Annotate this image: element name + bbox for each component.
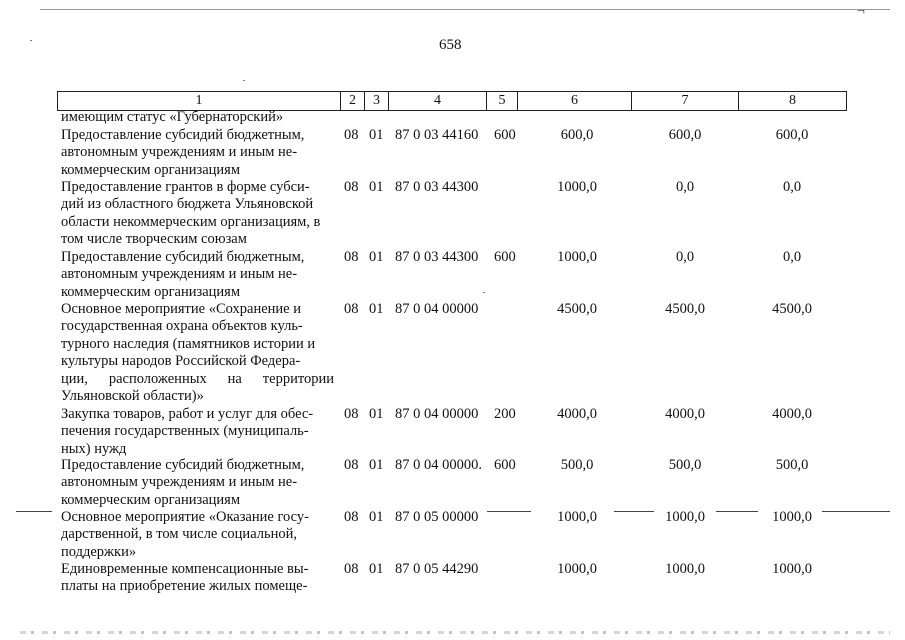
cell-rz: 08 (344, 249, 359, 265)
cell-csr: 87 0 04 00000. (395, 457, 482, 473)
cell-pr: 01 (369, 509, 384, 525)
cell-value-8: 4500,0 (772, 301, 812, 317)
table-header (57, 91, 847, 111)
cell-csr: 87 0 04 00000 (395, 301, 479, 317)
cell-csr: 87 0 04 00000 (395, 406, 479, 422)
cell-value-7: 0,0 (675, 249, 695, 265)
header-col-3: 3 (364, 92, 388, 110)
cell-csr: 87 0 03 44160 (395, 127, 479, 143)
scan-top-line (40, 9, 890, 10)
cell-value-7: 600,0 (668, 127, 702, 143)
page-number: 658 (439, 37, 462, 53)
scan-dash-mid2 (614, 511, 654, 512)
desc-line: Предоставление субсидий бюджетным, (61, 127, 305, 143)
cell-value-6: 4500,0 (557, 301, 597, 317)
cell-pr: 01 (369, 561, 384, 577)
cell-rz: 08 (344, 406, 359, 422)
cell-rz: 08 (344, 561, 359, 577)
cell-value-8: 0,0 (782, 179, 802, 195)
cell-pr: 01 (369, 406, 384, 422)
scan-dash-mid (487, 511, 531, 512)
continuation-text: имеющим статус «Губернаторский» (61, 109, 284, 125)
desc-line: ных) нужд (61, 440, 127, 457)
cell-value-6: 600,0 (560, 127, 594, 143)
row-description (61, 509, 334, 561)
desc-line: государственная охрана объектов куль- (61, 318, 303, 335)
desc-line: Закупка товаров, работ и услуг для обес- (61, 406, 314, 422)
scan-speck (483, 292, 485, 293)
cell-value-7: 4500,0 (665, 301, 705, 317)
desc-line: дий из областного бюджета Ульяновской (61, 196, 314, 213)
cell-value-8: 500,0 (775, 457, 809, 473)
desc-line: Единовременные компенсационные вы- (61, 561, 309, 577)
desc-line: автономным учреждениям и иным не- (61, 266, 298, 283)
cell-value-8: 1000,0 (772, 561, 812, 577)
desc-line: области некоммерческим организациям, в (61, 213, 321, 230)
cell-pr: 01 (369, 249, 384, 265)
cell-value-7: 500,0 (668, 457, 702, 473)
cell-rz: 08 (344, 509, 359, 525)
cell-pr: 01 (369, 127, 384, 143)
cell-value-6: 1000,0 (557, 249, 597, 265)
scan-speck (243, 80, 245, 81)
cell-vr: 600 (494, 457, 516, 473)
cell-value-6: 1000,0 (557, 561, 597, 577)
cell-rz: 08 (344, 179, 359, 195)
row-description (61, 301, 334, 405)
scan-dash-right (822, 511, 890, 512)
cell-value-7: 0,0 (675, 179, 695, 195)
scan-dash-mid3 (716, 511, 758, 512)
desc-line: автономным учреждениям и иным не- (61, 474, 298, 491)
cell-csr: 87 0 05 00000 (395, 509, 479, 525)
row-description (61, 179, 334, 249)
header-col-4: 4 (388, 92, 486, 110)
desc-line: дарственной, в том числе социальной, (61, 526, 298, 543)
row-description (61, 561, 334, 596)
cell-value-6: 500,0 (560, 457, 594, 473)
cell-vr: 600 (494, 249, 516, 265)
scan-dash-left (16, 511, 52, 512)
cell-value-7: 4000,0 (665, 406, 705, 422)
desc-line: коммерческим организациям (61, 491, 241, 508)
desc-line: ции, расположенных на территории (61, 370, 334, 387)
row-description (61, 127, 334, 179)
header-col-8: 8 (738, 92, 846, 110)
cell-pr: 01 (369, 179, 384, 195)
cell-csr: 87 0 03 44300 (395, 179, 479, 195)
cell-rz: 08 (344, 301, 359, 317)
desc-line: коммерческим организациям (61, 161, 241, 178)
desc-line: Ульяновской области)» (61, 388, 204, 405)
header-col-2: 2 (340, 92, 364, 110)
cell-csr: 87 0 05 44290 (395, 561, 479, 577)
desc-line: платы на приобретение жилых помеще- (61, 578, 308, 595)
desc-line: Предоставление субсидий бюджетным, (61, 249, 305, 265)
scan-speck (30, 40, 32, 41)
desc-line: Предоставление субсидий бюджетным, (61, 457, 305, 473)
cell-value-8: 1000,0 (772, 509, 812, 525)
desc-line: Основное мероприятие «Оказание госу- (61, 509, 309, 525)
cell-value-8: 600,0 (775, 127, 809, 143)
cell-rz: 08 (344, 127, 359, 143)
desc-line: Основное мероприятие «Сохранение и (61, 301, 302, 317)
header-col-1: 1 (195, 93, 203, 108)
row-description (61, 249, 334, 301)
cell-vr: 200 (494, 406, 516, 422)
desc-line: культуры народов Российской Федера- (61, 353, 301, 370)
cell-value-7: 1000,0 (665, 561, 705, 577)
scan-bottom-noise (20, 631, 890, 634)
desc-line: Предоставление грантов в форме субси- (61, 179, 310, 195)
desc-line: турного наследия (памятников истории и (61, 335, 316, 352)
row-description (61, 406, 334, 458)
desc-line: печения государственных (муниципаль- (61, 423, 309, 440)
desc-line: том числе творческим союзам (61, 231, 247, 248)
corner-mark: ¬ (857, 4, 865, 19)
cell-pr: 01 (369, 301, 384, 317)
cell-value-8: 0,0 (782, 249, 802, 265)
cell-csr: 87 0 03 44300 (395, 249, 479, 265)
cell-value-7: 1000,0 (665, 509, 705, 525)
desc-line: поддержки» (61, 543, 137, 560)
cell-value-8: 4000,0 (772, 406, 812, 422)
cell-value-6: 1000,0 (557, 509, 597, 525)
cell-pr: 01 (369, 457, 384, 473)
cell-rz: 08 (344, 457, 359, 473)
row-description (61, 457, 334, 509)
desc-line: коммерческим организациям (61, 283, 241, 300)
cell-value-6: 4000,0 (557, 406, 597, 422)
header-col-5: 5 (486, 92, 517, 110)
cell-vr: 600 (494, 127, 516, 143)
header-col-6: 6 (517, 92, 631, 110)
desc-line: автономным учреждениям и иным не- (61, 144, 298, 161)
header-col-7: 7 (631, 92, 738, 110)
cell-value-6: 1000,0 (557, 179, 597, 195)
